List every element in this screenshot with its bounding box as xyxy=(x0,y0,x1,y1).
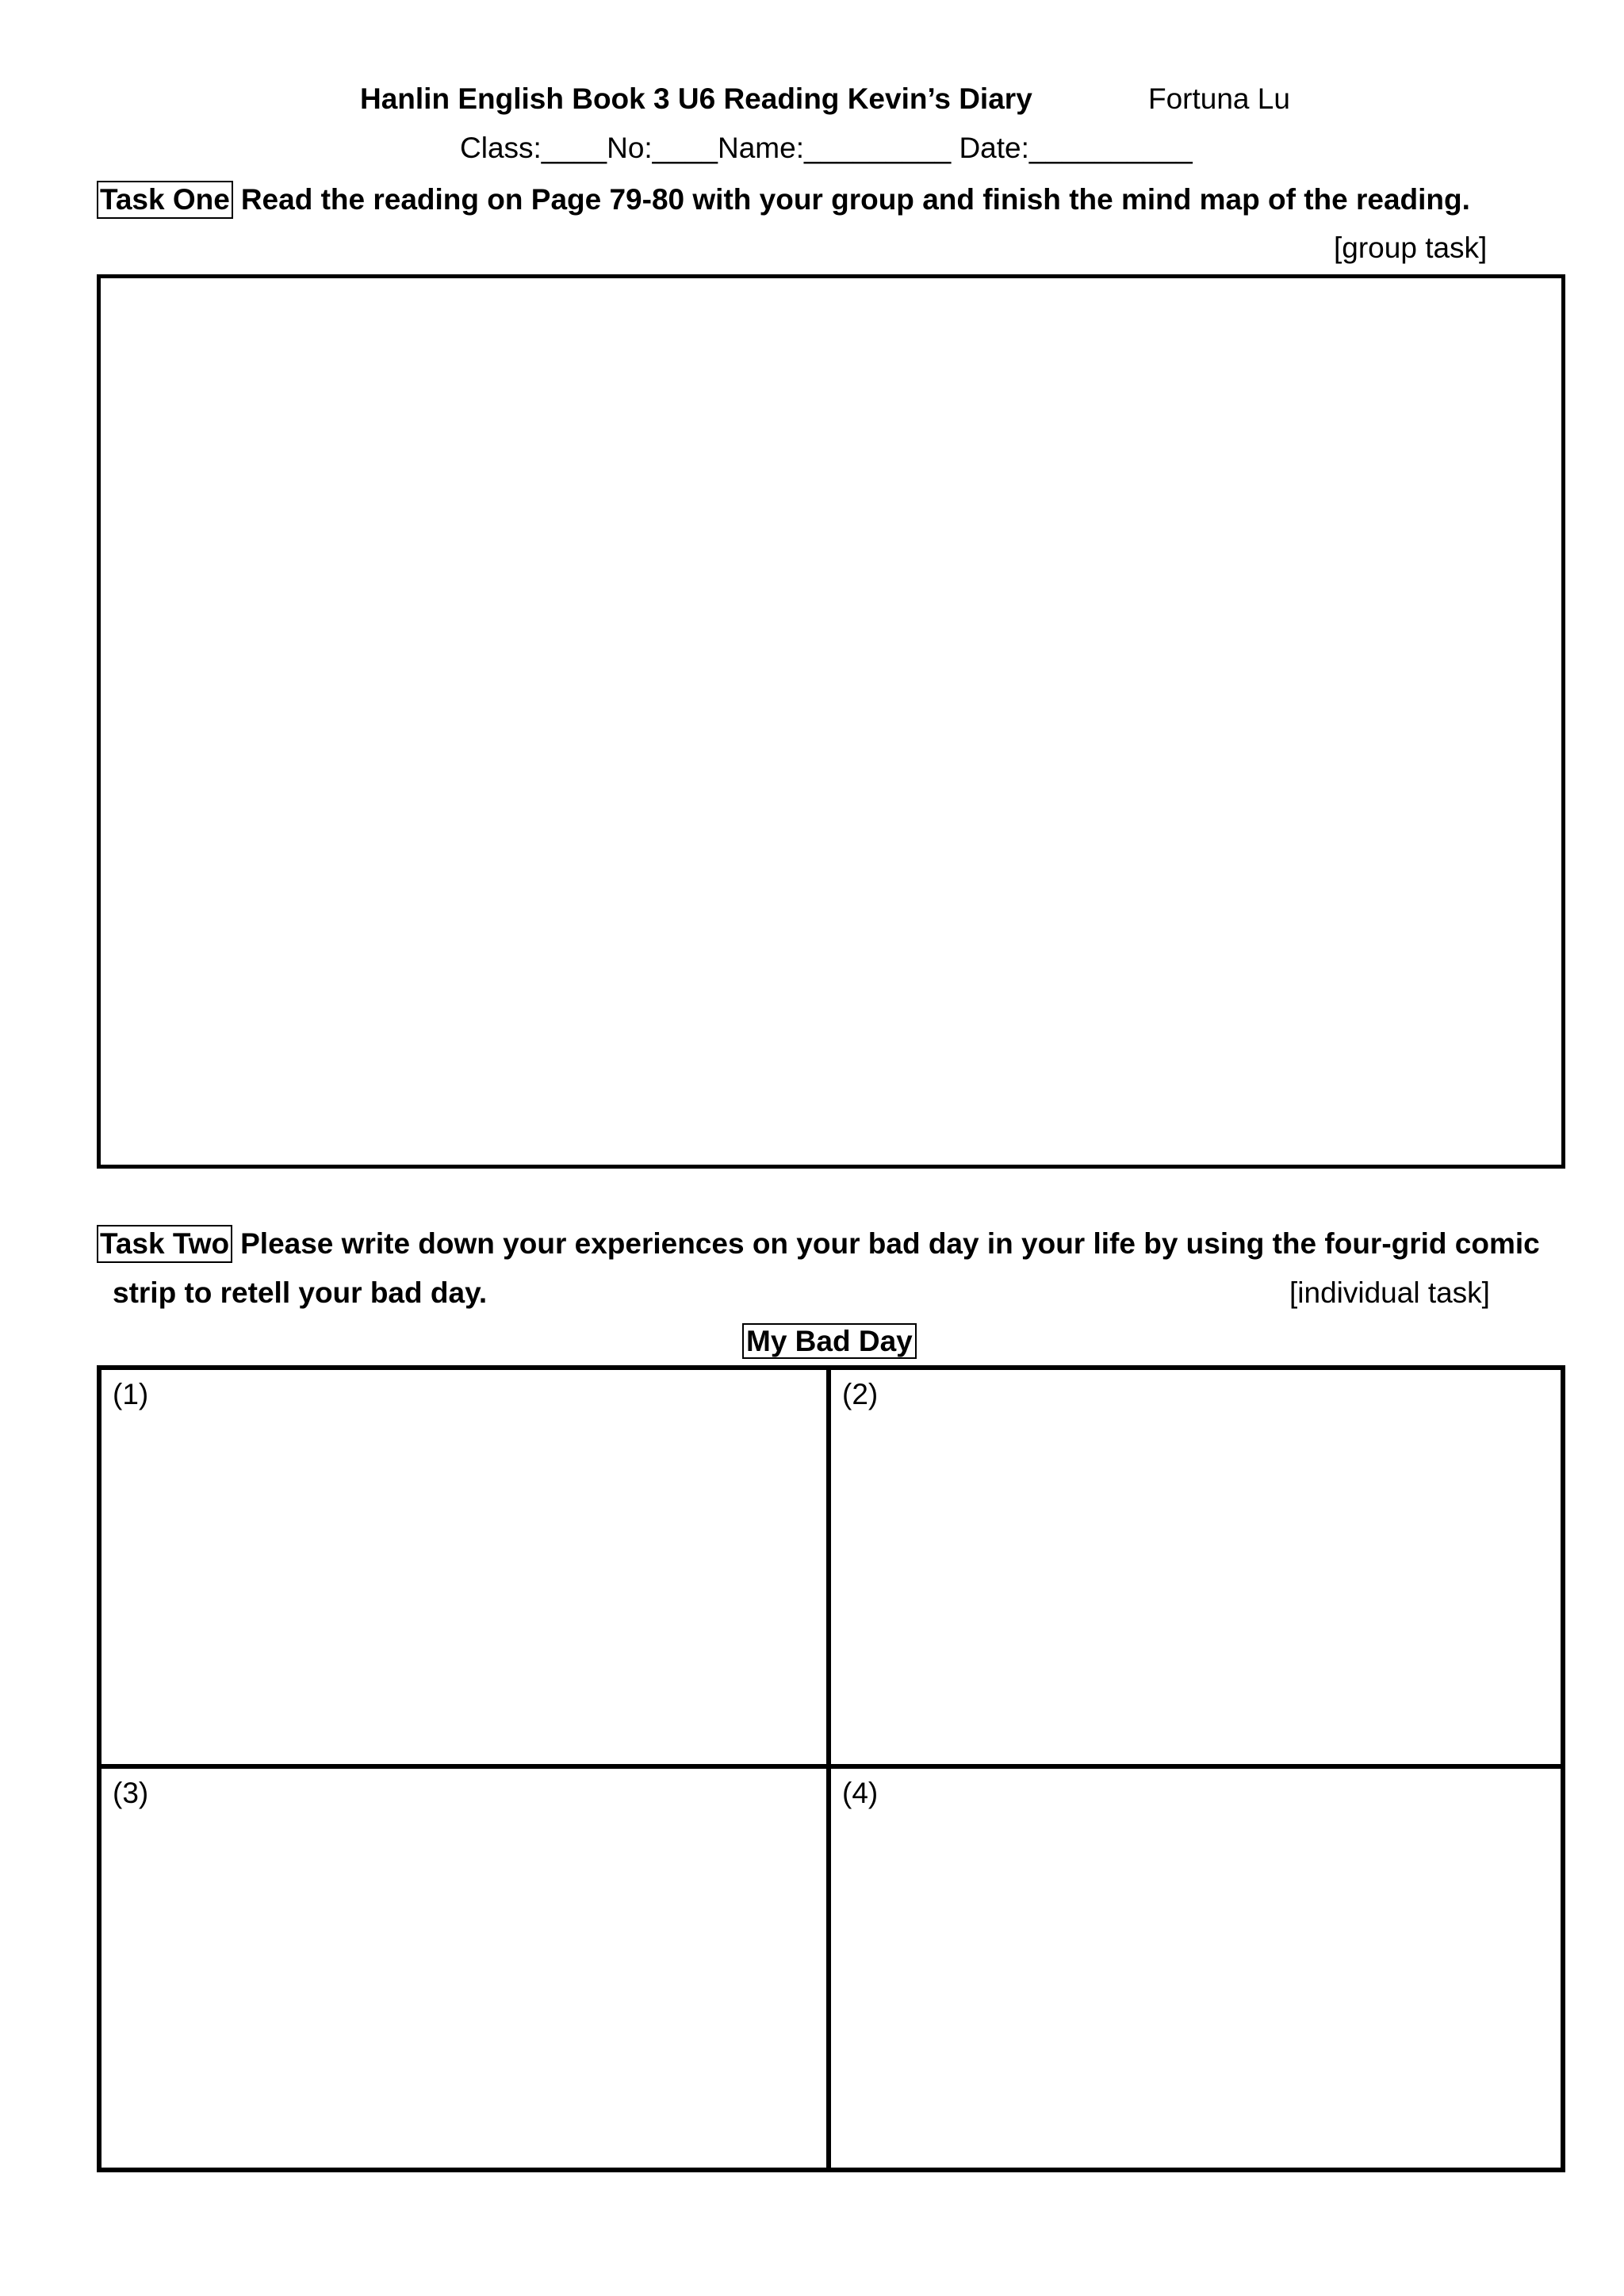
panel-number: (4) xyxy=(842,1777,879,1809)
comic-title: My Bad Day xyxy=(742,1323,917,1359)
task-two-tag: Task Two xyxy=(97,1225,232,1263)
comic-panel-4[interactable] xyxy=(831,1769,1561,2168)
comic-panel-1[interactable] xyxy=(102,1370,831,1769)
task-one-instruction-line xyxy=(97,181,1470,219)
comic-panel-3[interactable] xyxy=(102,1769,831,2168)
task-one-tag: Task One xyxy=(97,181,233,219)
comic-panel-2[interactable] xyxy=(831,1370,1561,1769)
panel-number: (1) xyxy=(113,1378,149,1410)
mind-map-box[interactable] xyxy=(97,274,1565,1169)
panel-number: (3) xyxy=(113,1777,149,1809)
task-two-note: [individual task] xyxy=(1289,1276,1490,1309)
task-two-instruction-line xyxy=(97,1225,1540,1263)
panel-number: (2) xyxy=(842,1378,879,1410)
task-one-note: [group task] xyxy=(1334,232,1488,264)
author-name: Fortuna Lu xyxy=(1148,82,1290,115)
comic-title-wrap xyxy=(742,1322,917,1360)
task-two-instruction-line1: Please write down your experiences on your bad day in your life by using the four-grid comic xyxy=(240,1227,1540,1260)
student-info-line: Class:____No:____Name:_________ Date:__________ xyxy=(460,132,1193,164)
task-one-instruction: Read the reading on Page 79-80 with your group and finish the mind map of the reading. xyxy=(240,183,1470,216)
comic-grid xyxy=(97,1365,1565,2172)
task-two-instruction-line2: strip to retell your bad day. xyxy=(113,1276,488,1309)
worksheet-title: Hanlin English Book 3 U6 Reading Kevin’s Diary xyxy=(360,82,1032,115)
